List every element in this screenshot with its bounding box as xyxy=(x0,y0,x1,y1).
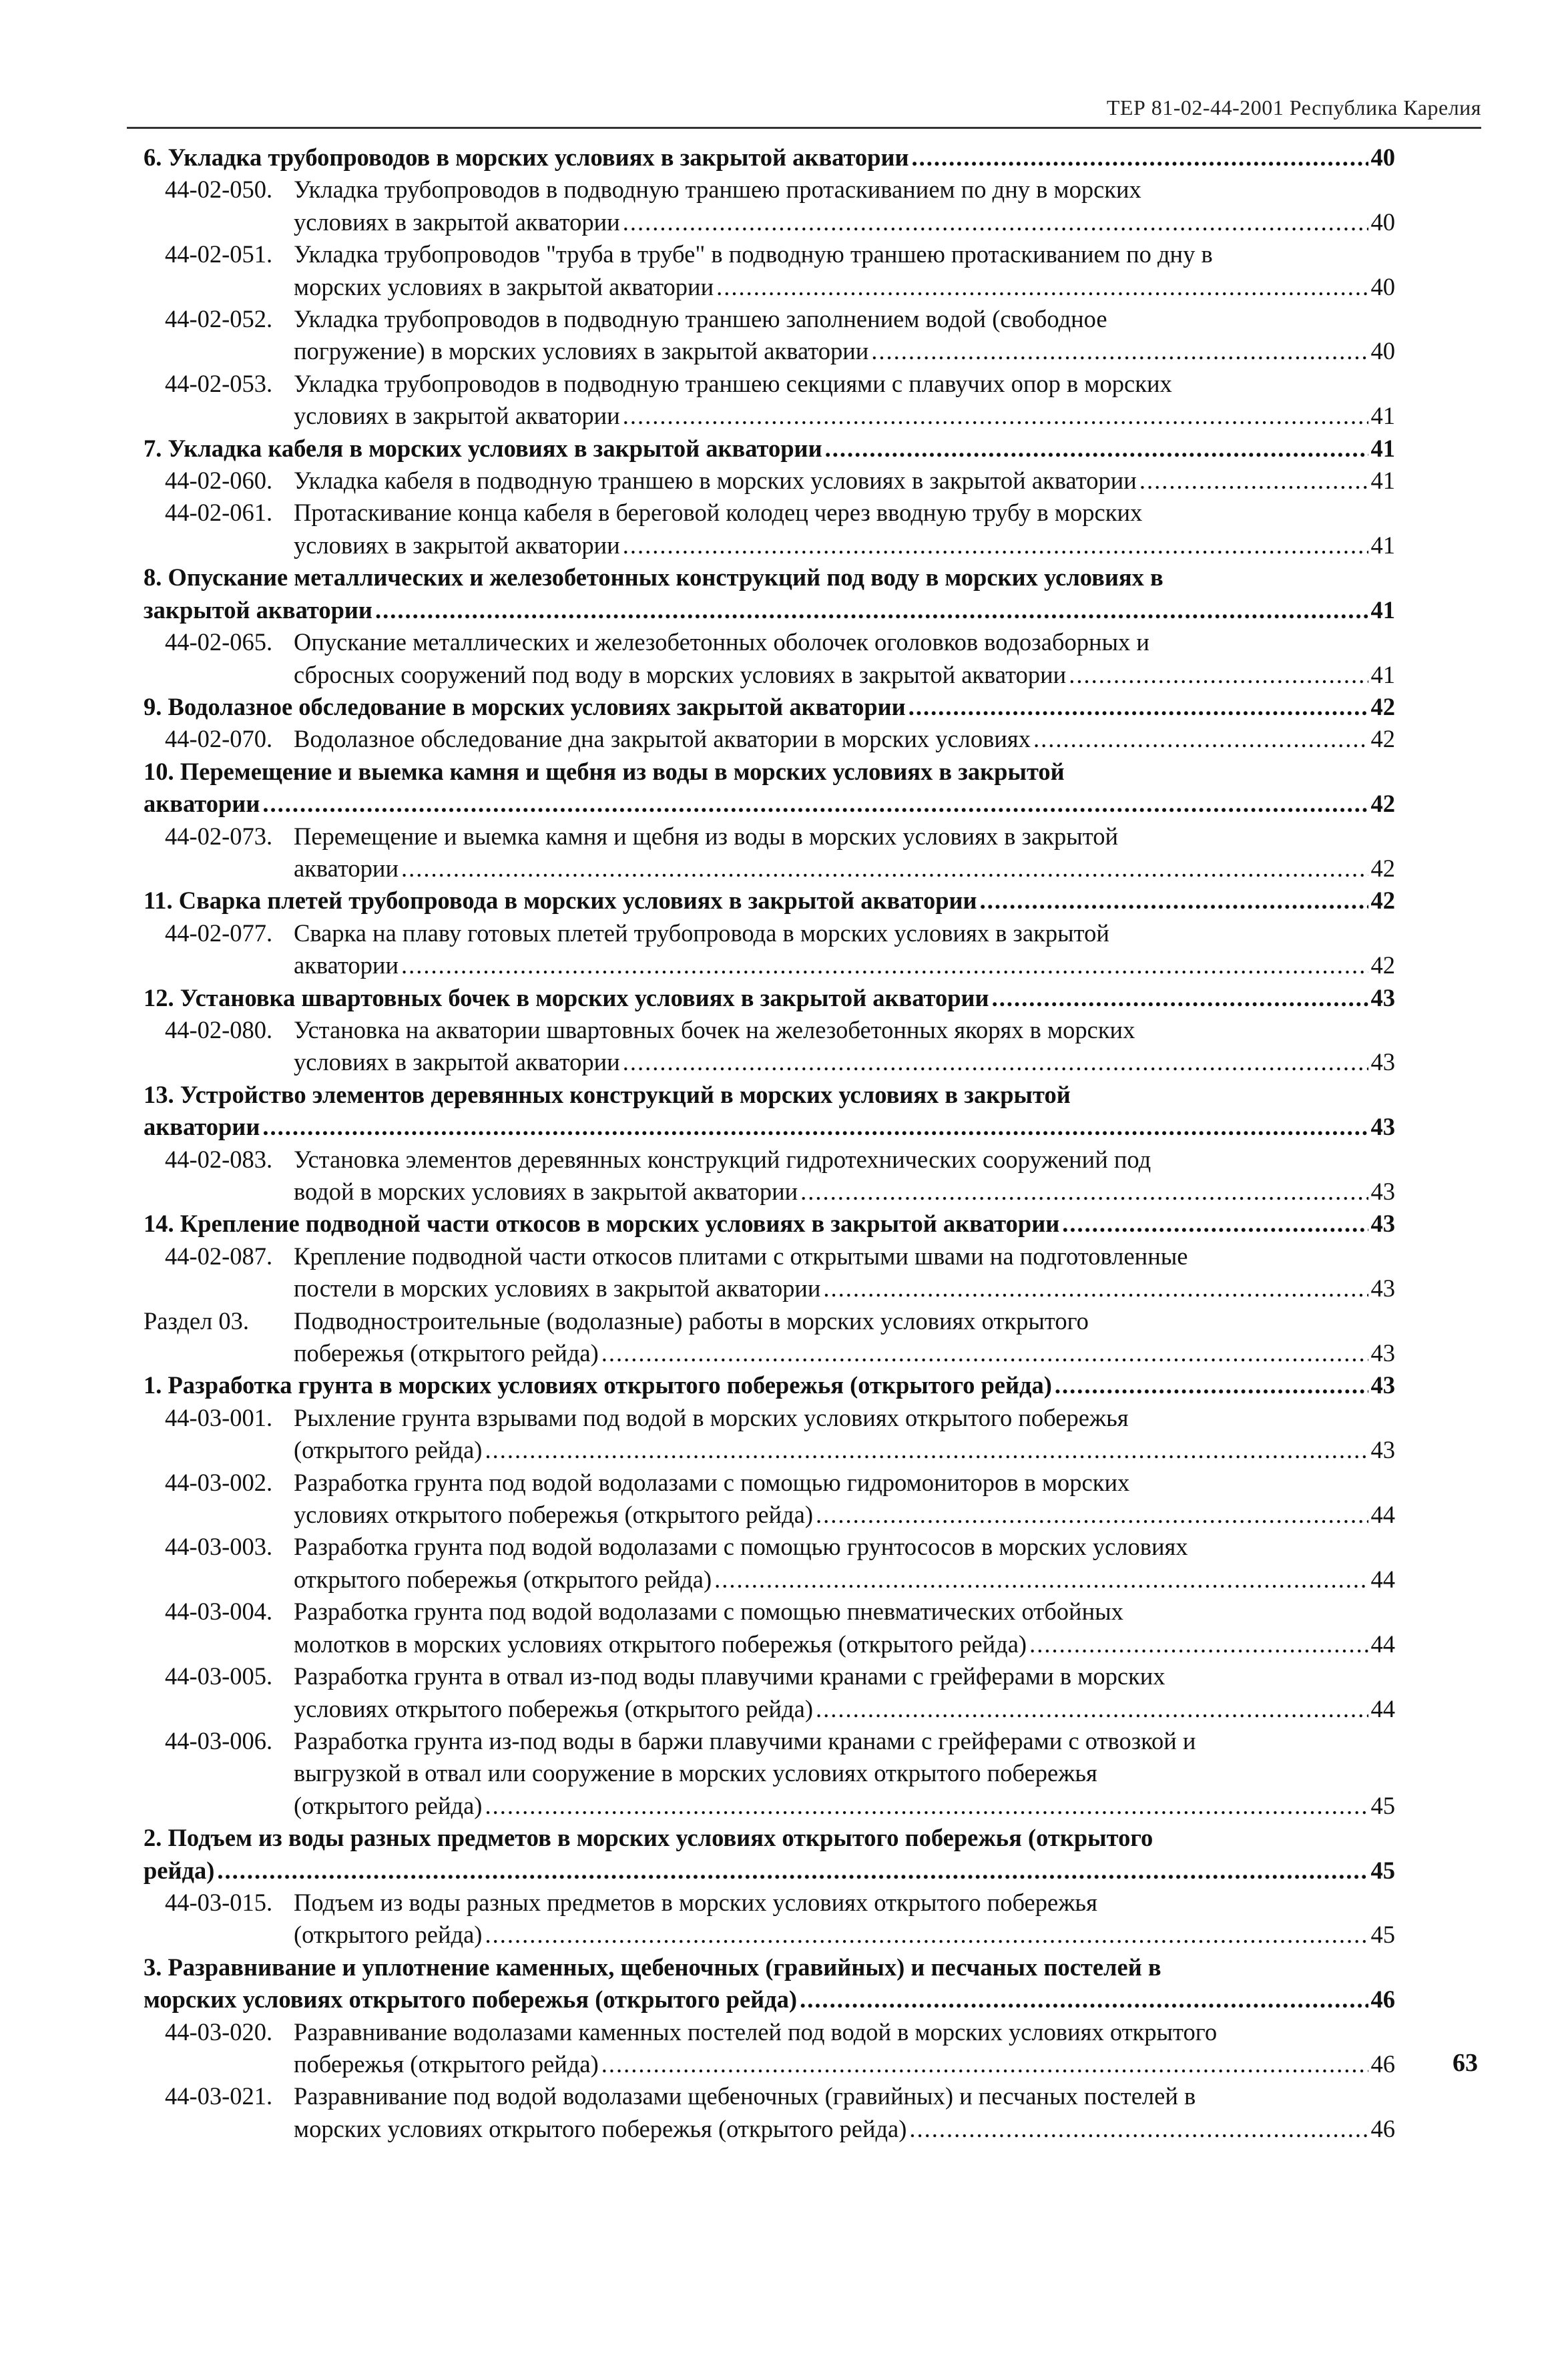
leader-dots xyxy=(800,1983,1368,2016)
leader-dots xyxy=(485,1790,1368,1822)
entry-line: Укладка трубопроводов в подводную траншею заполнением водой (свободное xyxy=(294,305,1107,333)
entry-page-number: 40 xyxy=(1370,272,1395,300)
entry-code: 44-03-020. xyxy=(165,2018,273,2046)
entry-last-line xyxy=(144,433,1395,465)
entry-last-line xyxy=(144,1208,1395,1240)
entry-line: 8. Опускание металлических и железобетонных конструкций под воду в морских условиях в xyxy=(144,563,1163,592)
leader-dots xyxy=(1055,1369,1368,1401)
entry-last-line xyxy=(294,853,1395,885)
entry-last-line xyxy=(294,1628,1395,1660)
entry-title: (открытого рейда) xyxy=(294,1791,483,1819)
entry-body xyxy=(294,1467,1395,1532)
entry-title: 11. Сварка плетей трубопровода в морских условиях в закрытой акватории xyxy=(144,887,977,915)
entry-line: 3. Разравнивание и уплотнение каменных, щебеночных (гравийных) и песчаных постелей в xyxy=(144,1953,1161,1981)
toc-item xyxy=(144,1467,1395,1532)
entry-page-number: 43 xyxy=(1370,1339,1395,1367)
toc-item xyxy=(144,820,1395,885)
entry-body xyxy=(144,142,1395,174)
entry-last-line xyxy=(144,982,1395,1014)
leader-dots xyxy=(623,400,1368,432)
entry-line: Укладка трубопроводов в подводную траншею секциями с плавучих опор в морских xyxy=(294,369,1172,397)
entry-code: 44-02-052. xyxy=(165,305,273,333)
entry-code: 44-03-001. xyxy=(165,1403,273,1431)
entry-last-line xyxy=(294,1790,1395,1822)
entry-body xyxy=(294,174,1395,238)
entry-body xyxy=(294,820,1395,885)
entry-page-number: 40 xyxy=(1370,337,1395,365)
entry-body xyxy=(294,238,1395,303)
entry-last-line xyxy=(294,949,1395,981)
entry-title: водой в морских условиях в закрытой акватории xyxy=(294,1178,798,1205)
toc-section xyxy=(144,885,1395,917)
leader-dots xyxy=(816,1499,1368,1531)
entry-body xyxy=(144,691,1395,723)
entry-line: 10. Перемещение и выемка камня и щебня из воды в морских условиях в закрытой xyxy=(144,757,1065,785)
entry-body xyxy=(294,1402,1395,1467)
entry-last-line xyxy=(144,1369,1395,1401)
entry-code: 44-03-005. xyxy=(165,1662,273,1690)
toc-section xyxy=(144,1208,1395,1240)
entry-title: 9. Водолазное обследование в морских условиях закрытой акватории xyxy=(144,692,906,720)
entry-last-line xyxy=(294,2113,1395,2145)
leader-dots xyxy=(980,885,1368,917)
leader-dots xyxy=(716,271,1368,303)
entry-body xyxy=(144,756,1395,820)
entry-page-number: 43 xyxy=(1370,1178,1395,1205)
entry-line: Разработка грунта под водой водолазами с помощью гидромониторов в морских xyxy=(294,1468,1130,1496)
entry-code: 44-02-070. xyxy=(165,725,273,753)
entry-last-line xyxy=(294,1564,1395,1596)
entry-last-line xyxy=(294,1176,1395,1208)
entry-code: 44-02-083. xyxy=(165,1145,273,1173)
entry-code: 44-02-051. xyxy=(165,240,273,268)
entry-last-line xyxy=(294,1499,1395,1531)
entry-body xyxy=(294,1014,1395,1079)
entry-page-number: 42 xyxy=(1370,854,1395,882)
entry-title: акватории xyxy=(294,951,399,979)
entry-page-number: 41 xyxy=(1370,531,1395,559)
entry-title: условиях открытого побережья (открытого рейда) xyxy=(294,1694,813,1722)
entry-last-line xyxy=(144,885,1395,917)
leader-dots xyxy=(217,1855,1368,1887)
entry-page-number: 44 xyxy=(1370,1565,1395,1593)
entry-last-line xyxy=(294,529,1395,561)
entry-page-number: 43 xyxy=(1370,1048,1395,1076)
toc-section xyxy=(144,561,1395,626)
entry-title: открытого побережья (открытого рейда) xyxy=(294,1565,712,1593)
entry-line: 13. Устройство элементов деревянных конструкций в морских условиях в закрытой xyxy=(144,1080,1071,1108)
leader-dots xyxy=(714,1564,1368,1596)
toc-item xyxy=(144,1531,1395,1596)
leader-dots xyxy=(816,1693,1368,1725)
entry-page-number: 41 xyxy=(1370,596,1395,624)
toc-section xyxy=(144,1822,1395,1887)
entry-code: 44-02-060. xyxy=(165,467,273,495)
entry-last-line xyxy=(294,1272,1395,1305)
entry-title: сбросных сооружений под воду в морских условиях в закрытой акватории xyxy=(294,660,1067,688)
entry-line: Сварка на плаву готовых плетей трубопровода в морских условиях в закрытой xyxy=(294,919,1109,947)
leader-dots xyxy=(623,1046,1368,1078)
leader-dots xyxy=(485,1919,1368,1951)
running-title: ТЕР 81-02-44-2001 Республика Карелия xyxy=(1106,95,1481,120)
entry-page-number: 44 xyxy=(1370,1694,1395,1722)
entry-last-line xyxy=(294,271,1395,303)
page-number: 63 xyxy=(1453,2049,1478,2077)
leader-dots xyxy=(1029,1628,1368,1660)
table-of-contents xyxy=(144,142,1395,2145)
entry-page-number: 46 xyxy=(1370,2114,1395,2142)
entry-title: закрытой акватории xyxy=(144,596,372,624)
entry-code: 44-02-065. xyxy=(165,628,273,656)
entry-last-line xyxy=(144,142,1395,174)
entry-title: условиях открытого побережья (открытого рейда) xyxy=(294,1501,813,1529)
leader-dots xyxy=(909,2113,1368,2145)
entry-code: 44-02-050. xyxy=(165,176,273,204)
leader-dots xyxy=(623,529,1368,561)
entry-code: 44-02-080. xyxy=(165,1015,273,1043)
entry-page-number: 45 xyxy=(1370,1921,1395,1949)
leader-dots xyxy=(800,1176,1368,1208)
entry-line: 2. Подъем из воды разных предметов в морских условиях открытого побережья (открытого xyxy=(144,1824,1153,1852)
entry-body xyxy=(144,885,1395,917)
entry-page-number: 43 xyxy=(1370,983,1395,1011)
entry-line: Подъем из воды разных предметов в морских условиях открытого побережья xyxy=(294,1888,1097,1916)
entry-body xyxy=(144,433,1395,465)
entry-page-number: 45 xyxy=(1370,1791,1395,1819)
leader-dots xyxy=(908,691,1368,723)
entry-body xyxy=(294,368,1395,433)
entry-line: Разработка грунта под водой водолазами с помощью пневматических отбойных xyxy=(294,1598,1123,1626)
entry-body xyxy=(144,1079,1395,1144)
entry-body xyxy=(294,2016,1395,2081)
leader-dots xyxy=(1069,659,1368,691)
entry-title: морских условиях в закрытой акватории xyxy=(294,272,714,300)
toc-item xyxy=(144,2016,1395,2081)
entry-line: Разработка грунта в отвал из-под воды плавучими кранами с грейферами в морских xyxy=(294,1662,1165,1690)
entry-page-number: 45 xyxy=(1370,1856,1395,1884)
toc-item xyxy=(144,1887,1395,1951)
toc-item xyxy=(144,1402,1395,1467)
entry-last-line xyxy=(144,1111,1395,1143)
toc-item xyxy=(144,238,1395,303)
entry-body xyxy=(144,561,1395,626)
entry-page-number: 40 xyxy=(1370,144,1395,171)
leader-dots xyxy=(825,433,1368,465)
entry-title: условиях в закрытой акватории xyxy=(294,402,620,430)
entry-page-number: 42 xyxy=(1370,887,1395,915)
entry-last-line xyxy=(294,335,1395,367)
toc-item xyxy=(144,1725,1395,1822)
toc-item xyxy=(144,2080,1395,2145)
entry-title: побережья (открытого рейда) xyxy=(294,1339,599,1367)
leader-dots xyxy=(823,1272,1368,1305)
entry-body xyxy=(144,1208,1395,1240)
entry-page-number: 43 xyxy=(1370,1371,1395,1399)
entry-title: Водолазное обследование дна закрытой акватории в морских условиях xyxy=(294,725,1031,753)
leader-dots xyxy=(992,982,1368,1014)
toc-item xyxy=(144,465,1395,497)
entry-body xyxy=(144,1369,1395,1401)
entry-title: 1. Разработка грунта в морских условиях открытого побережья (открытого рейда) xyxy=(144,1371,1052,1399)
entry-page-number: 43 xyxy=(1370,1210,1395,1238)
entry-page-number: 42 xyxy=(1370,790,1395,818)
page-header xyxy=(127,85,1481,129)
entry-title: 6. Укладка трубопроводов в морских условиях в закрытой акватории xyxy=(144,144,909,171)
toc-item xyxy=(144,1596,1395,1660)
toc-item xyxy=(144,626,1395,691)
entry-title: рейда) xyxy=(144,1856,215,1884)
entry-last-line xyxy=(294,465,1395,497)
entry-title: акватории xyxy=(294,854,399,882)
entry-code: 44-02-087. xyxy=(165,1242,273,1270)
entry-body xyxy=(144,1822,1395,1887)
leader-dots xyxy=(601,1337,1368,1369)
entry-title: Укладка кабеля в подводную траншею в морских условиях в закрытой акватории xyxy=(294,467,1137,495)
entry-line: Установка элементов деревянных конструкций гидротехнических сооружений под xyxy=(294,1145,1151,1173)
entry-last-line xyxy=(144,1983,1395,2016)
entry-last-line xyxy=(144,1855,1395,1887)
entry-line: Установка на акватории швартовных бочек на железобетонных якорях в морских xyxy=(294,1015,1135,1043)
entry-title: морских условиях открытого побережья (открытого рейда) xyxy=(144,1985,798,2014)
entry-code: 44-03-003. xyxy=(165,1533,273,1561)
entry-title: (открытого рейда) xyxy=(294,1436,483,1464)
toc-item xyxy=(144,174,1395,238)
entry-code: 44-02-053. xyxy=(165,369,273,397)
entry-title: молотков в морских условиях открытого побережья (открытого рейда) xyxy=(294,1630,1027,1658)
entry-last-line xyxy=(144,691,1395,723)
leader-dots xyxy=(401,853,1368,885)
entry-line: Укладка трубопроводов в подводную траншею протаскиванием по дну в морских xyxy=(294,176,1141,204)
toc-section xyxy=(144,1951,1395,2016)
entry-title: условиях в закрытой акватории xyxy=(294,1048,620,1076)
leader-dots xyxy=(912,142,1368,174)
entry-last-line xyxy=(144,594,1395,626)
entry-code: 44-03-002. xyxy=(165,1468,273,1496)
entry-last-line xyxy=(294,1693,1395,1725)
entry-title: побережья (открытого рейда) xyxy=(294,2050,599,2078)
leader-dots xyxy=(1139,465,1368,497)
entry-page-number: 42 xyxy=(1370,692,1395,720)
entry-body xyxy=(294,1305,1395,1370)
entry-body xyxy=(294,1596,1395,1660)
entry-page-number: 42 xyxy=(1370,725,1395,753)
leader-dots xyxy=(871,335,1368,367)
entry-line: Рыхление грунта взрывами под водой в морских условиях открытого побережья xyxy=(294,1403,1129,1431)
toc-section xyxy=(144,1079,1395,1144)
entry-code: 44-03-021. xyxy=(165,2082,273,2110)
entry-body xyxy=(294,1725,1395,1822)
entry-body xyxy=(294,2080,1395,2145)
entry-title: условиях в закрытой акватории xyxy=(294,208,620,236)
entry-line: Разравнивание под водой водолазами щебеночных (гравийных) и песчаных постелей в xyxy=(294,2082,1196,2110)
entry-line: выгрузкой в отвал или сооружение в морских условиях открытого побережья xyxy=(294,1759,1097,1787)
entry-page-number: 41 xyxy=(1370,660,1395,688)
entry-body xyxy=(294,303,1395,368)
entry-last-line xyxy=(294,1046,1395,1078)
leader-dots xyxy=(262,1111,1368,1143)
toc-item xyxy=(144,723,1395,755)
entry-body xyxy=(294,497,1395,561)
toc-section xyxy=(144,982,1395,1014)
entry-body xyxy=(294,1887,1395,1951)
entry-last-line xyxy=(294,659,1395,691)
entry-last-line xyxy=(294,1434,1395,1466)
entry-last-line xyxy=(294,206,1395,238)
leader-dots xyxy=(623,206,1368,238)
leader-dots xyxy=(401,949,1368,981)
entry-code: 44-02-061. xyxy=(165,499,273,527)
toc-item xyxy=(144,1144,1395,1208)
toc-item xyxy=(144,1660,1395,1725)
entry-last-line xyxy=(144,788,1395,820)
entry-body xyxy=(294,1144,1395,1208)
entry-code: 44-02-073. xyxy=(165,822,273,850)
entry-last-line xyxy=(294,1919,1395,1951)
entry-page-number: 40 xyxy=(1370,208,1395,236)
entry-title: 7. Укладка кабеля в морских условиях в закрытой акватории xyxy=(144,434,822,462)
entry-body xyxy=(144,982,1395,1014)
toc-section xyxy=(144,691,1395,723)
entry-body xyxy=(294,1660,1395,1725)
entry-last-line xyxy=(294,1337,1395,1369)
entry-page-number: 43 xyxy=(1370,1436,1395,1464)
toc-item xyxy=(144,917,1395,982)
entry-body xyxy=(294,626,1395,691)
entry-line: Разравнивание водолазами каменных постелей под водой в морских условиях открытого xyxy=(294,2018,1218,2046)
toc-item xyxy=(144,1014,1395,1079)
leader-dots xyxy=(262,788,1368,820)
entry-page-number: 44 xyxy=(1370,1630,1395,1658)
entry-page-number: 43 xyxy=(1370,1274,1395,1303)
toc-chapter xyxy=(144,1305,1395,1370)
entry-page-number: 46 xyxy=(1370,2050,1395,2078)
entry-line: Укладка трубопроводов "труба в трубе" в подводную траншею протаскиванием по дну в xyxy=(294,240,1213,268)
entry-title: акватории xyxy=(144,1113,260,1141)
entry-title: (открытого рейда) xyxy=(294,1921,483,1949)
leader-dots xyxy=(1033,723,1368,755)
leader-dots xyxy=(485,1434,1368,1466)
toc-item xyxy=(144,368,1395,433)
entry-title: 14. Крепление подводной части откосов в морских условиях в закрытой акватории xyxy=(144,1210,1060,1238)
entry-body xyxy=(294,1531,1395,1596)
entry-page-number: 43 xyxy=(1370,1113,1395,1141)
entry-title: погружение) в морских условиях в закрытой акватории xyxy=(294,337,869,365)
entry-title: 12. Установка швартовных бочек в морских условиях в закрытой акватории xyxy=(144,983,989,1011)
entry-title: акватории xyxy=(144,790,260,818)
leader-dots xyxy=(1062,1208,1368,1240)
entry-page-number: 44 xyxy=(1370,1501,1395,1529)
entry-page-number: 41 xyxy=(1370,467,1395,495)
entry-code: 44-03-004. xyxy=(165,1598,273,1626)
entry-line: Крепление подводной части откосов плитами с открытыми швами на подготовленные xyxy=(294,1242,1188,1270)
toc-section xyxy=(144,433,1395,465)
entry-last-line xyxy=(294,400,1395,432)
toc-section xyxy=(144,142,1395,174)
entry-title: условиях в закрытой акватории xyxy=(294,531,620,559)
entry-code: 44-03-006. xyxy=(165,1726,273,1754)
leader-dots xyxy=(375,594,1368,626)
entry-line: Протаскивание конца кабеля в береговой колодец через вводную трубу в морских xyxy=(294,499,1143,527)
entry-body xyxy=(294,1240,1395,1305)
leader-dots xyxy=(601,2048,1368,2080)
entry-last-line xyxy=(294,723,1395,755)
entry-body xyxy=(144,1951,1395,2016)
entry-line: Разработка грунта из-под воды в баржи плавучими кранами с грейферами с отвозкой и xyxy=(294,1726,1196,1754)
entry-title: постели в морских условиях в закрытой акватории xyxy=(294,1274,821,1303)
toc-item xyxy=(144,303,1395,368)
toc-section xyxy=(144,1369,1395,1401)
entry-page-number: 46 xyxy=(1370,1985,1395,2014)
entry-body xyxy=(294,917,1395,982)
toc-item xyxy=(144,497,1395,561)
entry-line: Перемещение и выемка камня и щебня из воды в морских условиях в закрытой xyxy=(294,822,1118,850)
entry-line: Опускание металлических и железобетонных оболочек оголовков водозаборных и xyxy=(294,628,1149,656)
entry-line: Подводностроительные (водолазные) работы в морских условиях открытого xyxy=(294,1307,1089,1335)
entry-body xyxy=(294,465,1395,497)
entry-line: Разработка грунта под водой водолазами с помощью грунтососов в морских условиях xyxy=(294,1533,1188,1561)
entry-page-number: 41 xyxy=(1370,402,1395,430)
entry-code: 44-03-015. xyxy=(165,1888,273,1916)
entry-title: морских условиях открытого побережья (открытого рейда) xyxy=(294,2114,907,2142)
entry-code: Раздел 03. xyxy=(144,1307,249,1335)
toc-section xyxy=(144,756,1395,820)
entry-body xyxy=(294,723,1395,755)
entry-page-number: 41 xyxy=(1370,434,1395,462)
entry-page-number: 42 xyxy=(1370,951,1395,979)
entry-code: 44-02-077. xyxy=(165,919,273,947)
toc-item xyxy=(144,1240,1395,1305)
entry-last-line xyxy=(294,2048,1395,2080)
